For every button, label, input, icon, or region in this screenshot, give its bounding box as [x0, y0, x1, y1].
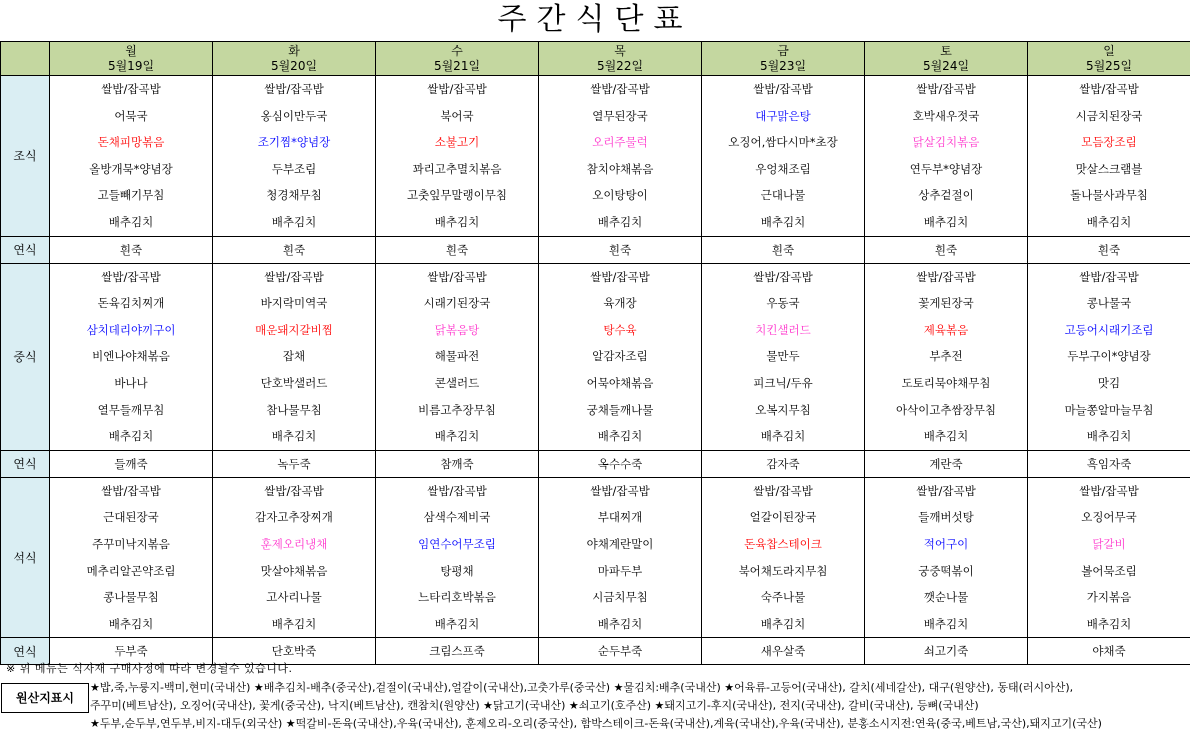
- menu-item: 북어채도라지무침: [738, 563, 828, 578]
- snack-item: 들깨죽: [50, 450, 213, 477]
- menu-cell: [213, 76, 376, 237]
- menu-item: 배추김치: [760, 214, 806, 229]
- menu-item: 삼치데리야끼구이: [86, 322, 176, 337]
- menu-item: 부대찌개: [597, 510, 643, 525]
- menu-body: [1, 76, 1190, 665]
- menu-item: 우엉채조림: [755, 161, 811, 176]
- day-name: 월: [125, 43, 137, 58]
- menu-item: 배추김치: [1086, 429, 1132, 444]
- menu-item: 비름고추장무침: [418, 402, 496, 417]
- snack-item: 흰죽: [1028, 236, 1190, 263]
- menu-item: 고춧잎무말랭이무침: [407, 188, 507, 203]
- menu-item: 배추김치: [923, 429, 969, 444]
- menu-item: 제육볶음: [923, 322, 969, 337]
- page-title: 주간식단표: [497, 2, 693, 37]
- menu-item: 쌀밥/잡곡밥: [264, 483, 324, 498]
- menu-item: 두부조림: [271, 161, 317, 176]
- menu-item: 궁중떡볶이: [918, 563, 974, 578]
- footnote: ※ 위 메뉴는 식자재 구매사정에 따라 변경될수 있습니다.: [6, 662, 293, 675]
- menu-item: 고사리나물: [266, 590, 322, 605]
- menu-item: 잡채: [282, 349, 306, 364]
- day-header: [1028, 42, 1190, 76]
- menu-item: 육개장: [603, 296, 637, 311]
- day-date: 5월24일: [922, 58, 970, 73]
- menu-item: 메추리알곤약조림: [86, 563, 176, 578]
- snack-item: 새우살죽: [702, 638, 865, 665]
- day-date: 5월20일: [270, 58, 318, 73]
- menu-item: 들깨버섯탕: [918, 510, 974, 525]
- snack-item: 흰죽: [50, 236, 213, 263]
- menu-cell: [539, 263, 702, 450]
- weekly-menu-table: [0, 41, 1190, 665]
- menu-item: 콩나물국: [1086, 296, 1132, 311]
- menu-item: 쌀밥/잡곡밥: [427, 483, 487, 498]
- menu-item: 쌀밥/잡곡밥: [753, 269, 813, 284]
- menu-item: 맛살스크램블: [1075, 161, 1143, 176]
- origin-text: [90, 679, 1188, 733]
- snack-item: 흰죽: [865, 236, 1028, 263]
- menu-item: 부추전: [929, 349, 963, 364]
- menu-cell: [213, 477, 376, 638]
- menu-item: 시금치무침: [592, 590, 648, 605]
- menu-item: 감자고추장찌개: [255, 510, 333, 525]
- menu-item: 열무들깨무침: [97, 402, 165, 417]
- menu-item: 물만두: [766, 349, 800, 364]
- menu-item: 쌀밥/잡곡밥: [427, 269, 487, 284]
- menu-cell: [1028, 76, 1190, 237]
- menu-item: 꽈리고추멸치볶음: [412, 161, 502, 176]
- meal-row-breakfast: [1, 76, 1190, 237]
- menu-item: 고등어시래기조림: [1064, 322, 1154, 337]
- menu-item: 쌀밥/잡곡밥: [1079, 82, 1139, 96]
- menu-item: 배추김치: [760, 616, 806, 631]
- snack-label: 연식: [1, 450, 50, 477]
- origin-line: 주꾸미(베트남산), 오징어(국내산), 꽃게(중국산), 낙지(베트남산), 캔참치(원양산) ★닭고기(국내산) ★쇠고기(호주산) ★돼지고기-후지(국내산), 전지(국내산), 갈비(국내산), 등뼈(국내산): [90, 699, 979, 712]
- menu-item: 상추겉절이: [918, 188, 974, 203]
- snack-item: 야채죽: [1028, 638, 1190, 665]
- menu-item: 쌀밥/잡곡밥: [101, 269, 161, 284]
- menu-item: 바나나: [114, 375, 148, 390]
- menu-item: 근대나물: [760, 188, 806, 203]
- menu-item: 참치야채볶음: [586, 161, 654, 176]
- menu-item: 배추김치: [923, 616, 969, 631]
- menu-item: 쌀밥/잡곡밥: [916, 269, 976, 284]
- menu-item: 배추김치: [760, 429, 806, 444]
- menu-item: 대구맑은탕: [755, 108, 811, 123]
- menu-item: 느타리호박볶음: [418, 590, 496, 605]
- menu-item: 배추김치: [1086, 214, 1132, 229]
- menu-item: 배추김치: [271, 429, 317, 444]
- snack-row: [1, 450, 1190, 477]
- menu-item: 마파두부: [597, 563, 643, 578]
- menu-item: 고들빼기무침: [97, 188, 165, 203]
- menu-item: 피크닉/두유: [753, 375, 813, 390]
- menu-item: 돌나물사과무침: [1070, 188, 1148, 203]
- day-name: 금: [777, 43, 789, 58]
- menu-cell: [539, 76, 702, 237]
- menu-item: 아삭이고추쌈장무침: [896, 402, 996, 417]
- menu-item: 옹심이만두국: [260, 108, 328, 123]
- menu-item: 바지락미역국: [260, 296, 328, 311]
- menu-item: 쌀밥/잡곡밥: [916, 483, 976, 498]
- menu-item: 숙주나물: [760, 590, 806, 605]
- menu-item: 맛살야채볶음: [260, 563, 328, 578]
- day-header: [376, 42, 539, 76]
- menu-item: 마늘쫑알마늘무침: [1064, 402, 1154, 417]
- menu-item: 쌀밥/잡곡밥: [101, 483, 161, 498]
- menu-cell: [50, 76, 213, 237]
- day-header: [865, 42, 1028, 76]
- menu-item: 단호박샐러드: [260, 375, 328, 390]
- menu-item: 쌀밥/잡곡밥: [101, 82, 161, 96]
- menu-item: 돈채피망볶음: [97, 135, 165, 150]
- snack-item: 순두부죽: [539, 638, 702, 665]
- snack-item: 흰죽: [539, 236, 702, 263]
- menu-item: 알감자조림: [592, 349, 648, 364]
- menu-item: 훈제오리냉채: [260, 536, 328, 551]
- menu-cell: [702, 76, 865, 237]
- menu-item: 배추김치: [434, 429, 480, 444]
- menu-item: 적어구이: [923, 536, 969, 551]
- menu-item: 삼색수제비국: [423, 510, 491, 525]
- menu-item: 탕수육: [603, 322, 637, 337]
- day-date: 5월19일: [107, 58, 155, 73]
- menu-item: 가지볶음: [1086, 590, 1132, 605]
- menu-item: 시래기된장국: [423, 296, 491, 311]
- snack-item: 옥수수죽: [539, 450, 702, 477]
- origin-line: ★밥,죽,누룽지-백미,현미(국내산) ★배추김치-배추(중국산),겉절이(국내산),얼갈이(국내산),고춧가루(중국산) ★물김치:배추(국내산) ★어육류-고등어(국내산), 갈치(세네갈산), 대구(원양산), 동태(러시아산),: [90, 681, 1074, 694]
- menu-item: 배추김치: [108, 616, 154, 631]
- menu-item: 참나물무침: [266, 402, 322, 417]
- menu-cell: [213, 263, 376, 450]
- menu-item: 청경채무침: [266, 188, 322, 203]
- menu-item: 쌀밥/잡곡밥: [1079, 483, 1139, 498]
- menu-item: 매운돼지갈비찜: [255, 322, 333, 337]
- menu-item: 두부구이*양념장: [1067, 349, 1151, 364]
- menu-item: 배추김치: [434, 214, 480, 229]
- menu-item: 쌀밥/잡곡밥: [1079, 269, 1139, 284]
- menu-item: 쌀밥/잡곡밥: [427, 82, 487, 96]
- day-header: [213, 42, 376, 76]
- day-name: 수: [451, 43, 463, 58]
- menu-item: 배추김치: [597, 214, 643, 229]
- snack-item: 참깨죽: [376, 450, 539, 477]
- menu-item: 배추김치: [1086, 616, 1132, 631]
- menu-cell: [702, 263, 865, 450]
- menu-item: 근대된장국: [103, 510, 159, 525]
- menu-item: 쌀밥/잡곡밥: [916, 82, 976, 96]
- menu-item: 배추김치: [597, 616, 643, 631]
- origin-label: 원산지표시: [1, 683, 89, 713]
- menu-item: 콘샐러드: [434, 375, 480, 390]
- snack-item: 흑임자죽: [1028, 450, 1190, 477]
- menu-item: 도토리묵야채무침: [901, 375, 991, 390]
- menu-item: 닭갈비: [1092, 536, 1126, 551]
- day-date: 5월23일: [759, 58, 807, 73]
- meal-row-lunch: [1, 263, 1190, 450]
- menu-item: 배추김치: [271, 214, 317, 229]
- snack-label: 연식: [1, 638, 50, 665]
- menu-item: 북어국: [440, 108, 474, 123]
- menu-item: 연두부*양념장: [909, 161, 983, 176]
- snack-item: 계란죽: [865, 450, 1028, 477]
- snack-item: 흰죽: [376, 236, 539, 263]
- menu-item: 배추김치: [923, 214, 969, 229]
- menu-cell: [865, 263, 1028, 450]
- menu-item: 쌀밥/잡곡밥: [264, 82, 324, 96]
- menu-item: 닭볶음탕: [434, 322, 480, 337]
- menu-item: 조기찜*양념장: [257, 135, 331, 150]
- menu-cell: [539, 477, 702, 638]
- menu-item: 얼갈이된장국: [749, 510, 817, 525]
- menu-item: 시금치된장국: [1075, 108, 1143, 123]
- snack-row: [1, 236, 1190, 263]
- day-name: 목: [614, 43, 626, 58]
- snack-item: 흰죽: [702, 236, 865, 263]
- origin-line: ★두부,순두부,연두부,비지-대두(외국산) ★떡갈비-돈육(국내산),우육(국내산), 훈제오리-오리(중국산), 함박스테이크-돈육(국내산),계육(국내산),우육(국내산), 분홍소시지전:연육(중국,베트남,국산),돼지고기(국산): [90, 717, 1102, 730]
- menu-item: 어묵야채볶음: [586, 375, 654, 390]
- menu-cell: [376, 263, 539, 450]
- snack-item: 크림스프죽: [376, 638, 539, 665]
- menu-cell: [702, 477, 865, 638]
- menu-cell: [376, 76, 539, 237]
- menu-item: 쌀밥/잡곡밥: [590, 269, 650, 284]
- day-name: 일: [1103, 43, 1115, 58]
- menu-cell: [50, 477, 213, 638]
- menu-cell: [865, 477, 1028, 638]
- menu-item: 임연수어무조림: [418, 536, 496, 551]
- menu-item: 닭살김치볶음: [912, 135, 980, 150]
- menu-item: 열무된장국: [592, 108, 648, 123]
- menu-item: 오징어무국: [1081, 510, 1137, 525]
- day-header: [50, 42, 213, 76]
- menu-item: 오리주물럭: [592, 135, 648, 150]
- snack-label: 연식: [1, 236, 50, 263]
- menu-cell: [376, 477, 539, 638]
- day-date: 5월22일: [596, 58, 644, 73]
- day-header-row: [1, 42, 1190, 76]
- snack-item: 감자죽: [702, 450, 865, 477]
- menu-item: 배추김치: [108, 429, 154, 444]
- menu-item: 비엔나야채볶음: [92, 349, 170, 364]
- menu-item: 어묵국: [114, 108, 148, 123]
- meal-row-dinner: [1, 477, 1190, 638]
- menu-item: 올방개묵*양념장: [89, 161, 173, 176]
- menu-item: 소불고기: [434, 135, 480, 150]
- menu-item: 볼어묵조림: [1081, 563, 1137, 578]
- day-date: 5월21일: [433, 58, 481, 73]
- menu-item: 배추김치: [271, 616, 317, 631]
- menu-item: 쌀밥/잡곡밥: [753, 483, 813, 498]
- menu-item: 쌀밥/잡곡밥: [264, 269, 324, 284]
- menu-item: 쌀밥/잡곡밥: [753, 82, 813, 96]
- menu-cell: [1028, 263, 1190, 450]
- menu-item: 배추김치: [597, 429, 643, 444]
- day-date: 5월25일: [1085, 58, 1133, 73]
- menu-item: 오복지무침: [755, 402, 811, 417]
- menu-item: 배추김치: [434, 616, 480, 631]
- day-name: 토: [940, 43, 952, 58]
- snack-item: 녹두죽: [213, 450, 376, 477]
- menu-item: 오이탕탕이: [592, 188, 648, 203]
- menu-item: 치킨샐러드: [755, 322, 811, 337]
- menu-cell: [50, 263, 213, 450]
- snack-item: 단호박죽: [213, 638, 376, 665]
- menu-item: 깻순나물: [923, 590, 969, 605]
- day-header: [539, 42, 702, 76]
- meal-label: 석식: [1, 477, 50, 638]
- snack-item: 쇠고기죽: [865, 638, 1028, 665]
- menu-item: 꽃게된장국: [918, 296, 974, 311]
- menu-item: 맛김: [1097, 375, 1121, 390]
- menu-item: 콩나물무침: [103, 590, 159, 605]
- menu-item: 모듬장조림: [1081, 135, 1137, 150]
- day-header: [702, 42, 865, 76]
- menu-item: 오징어,쌈다시마*초장: [728, 135, 838, 150]
- menu-item: 돈육찹스테이크: [744, 536, 822, 551]
- snack-item: 두부죽: [50, 638, 213, 665]
- menu-item: 돈육김치찌개: [97, 296, 165, 311]
- day-name: 화: [288, 43, 300, 58]
- menu-item: 야채계란말이: [586, 536, 654, 551]
- menu-item: 궁채들깨나물: [586, 402, 654, 417]
- menu-item: 쌀밥/잡곡밥: [590, 82, 650, 96]
- menu-item: 주꾸미낙지볶음: [92, 536, 170, 551]
- snack-item: 흰죽: [213, 236, 376, 263]
- menu-item: 우동국: [766, 296, 800, 311]
- menu-item: 배추김치: [108, 214, 154, 229]
- menu-item: 호박새우젓국: [912, 108, 980, 123]
- menu-cell: [865, 76, 1028, 237]
- header-corner: [1, 42, 50, 76]
- meal-label: 중식: [1, 263, 50, 450]
- meal-label: 조식: [1, 76, 50, 237]
- menu-cell: [1028, 477, 1190, 638]
- menu-item: 해물파전: [434, 349, 480, 364]
- menu-item: 쌀밥/잡곡밥: [590, 483, 650, 498]
- menu-item: 탕평채: [440, 563, 474, 578]
